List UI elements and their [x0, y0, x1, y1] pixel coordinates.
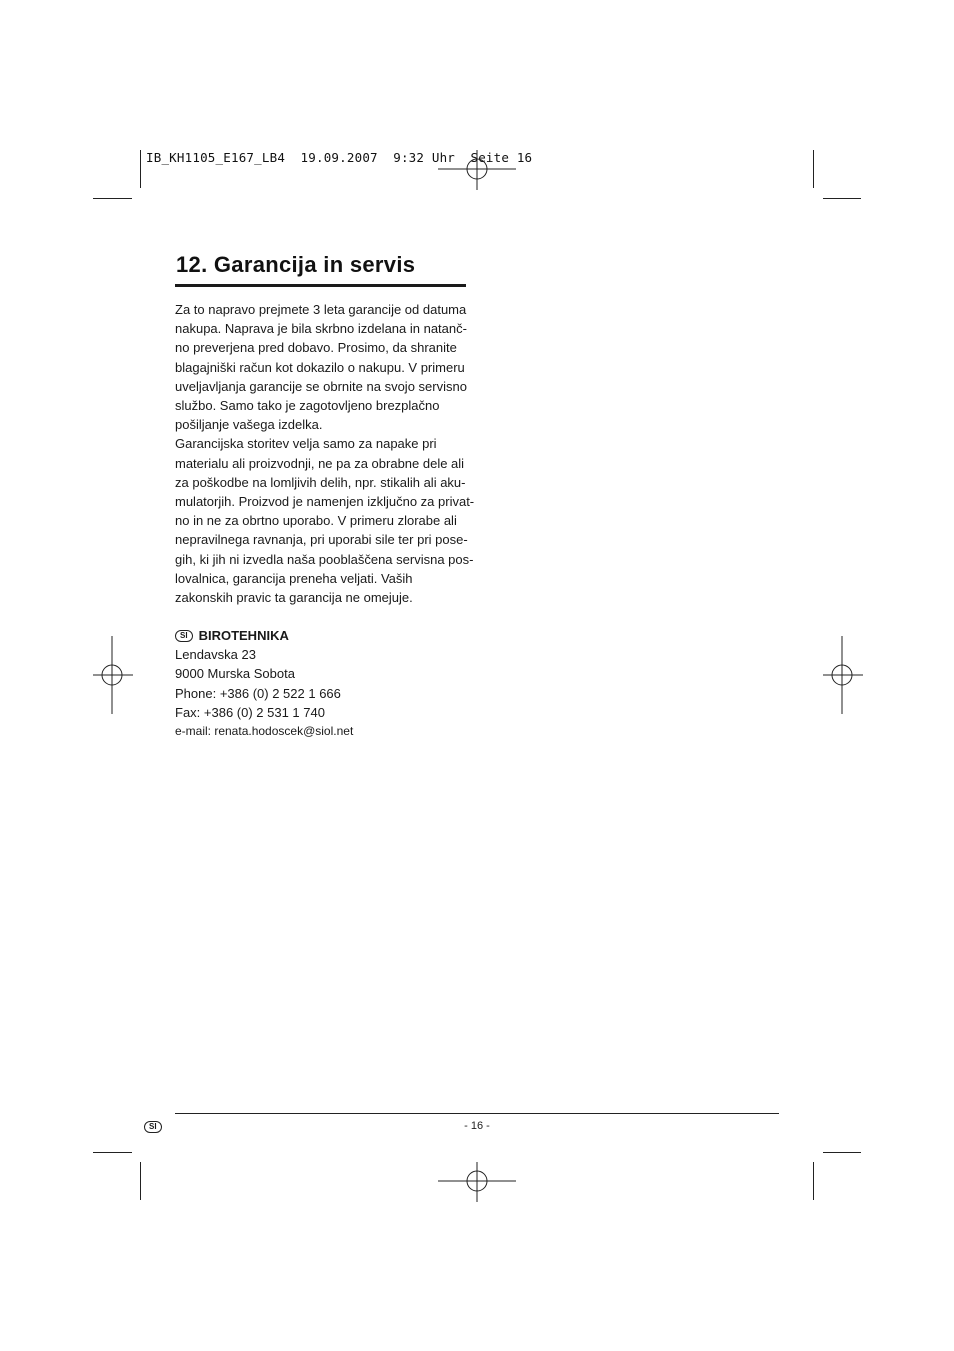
registration-mark-left-icon — [93, 636, 133, 714]
service-city: 9000 Murska Sobota — [175, 666, 295, 682]
crop-mark-top-right-v — [813, 150, 814, 188]
page-number: - 16 - — [464, 1120, 490, 1132]
crop-mark-top-left-v — [140, 150, 141, 188]
service-phone: Phone: +386 (0) 2 522 1 666 — [175, 685, 341, 701]
crop-mark-bottom-left-h — [93, 1152, 132, 1153]
paragraph-line: zakonskih pravic ta garancija ne omejuje. — [175, 590, 413, 606]
registration-mark-bottom-icon — [438, 1162, 516, 1202]
paragraph-line: no preverjena pred dobavo. Prosimo, da shranite — [175, 340, 457, 356]
crop-mark-bottom-left-v — [140, 1162, 141, 1200]
service-address — [175, 626, 475, 741]
paragraph-line: Za to napravo prejmete 3 leta garancije od datuma — [175, 302, 467, 317]
crop-mark-top-left-h — [93, 198, 132, 199]
paragraph-line: pošiljanje vašega izdelka. — [175, 417, 323, 433]
service-email: e-mail: renata.hodoscek@siol.net — [175, 724, 354, 739]
paragraph-line: Garancijska storitev velja samo za napake pri — [175, 436, 437, 452]
footer-rule — [175, 1113, 779, 1114]
paragraph-line: službo. Samo tako je zagotovljeno brezplačno — [175, 398, 440, 414]
paragraph-line: za poškodbe na lomljivih delih, npr. stikalih ali aku- — [175, 474, 466, 490]
paragraph-line: gih, ki jih ni izvedla naša pooblaščena servisna pos- — [175, 551, 474, 567]
crop-mark-top-right-h — [823, 198, 861, 199]
paragraph-line: lovalnica, garancija preneha veljati. Vaših — [175, 570, 413, 586]
paragraph-line: nepravilnega ravnanja, pri uporabi sile ter pri pose- — [175, 532, 468, 548]
paragraph-line: mulatorjih. Proizvod je namenjen izključno za privat- — [175, 494, 475, 510]
paragraph-line: blagajniški račun kot dokazilo o nakupu. V primeru — [175, 359, 465, 375]
warranty-paragraph — [175, 300, 475, 607]
crop-mark-bottom-right-v — [813, 1162, 814, 1200]
country-badge: SI — [175, 630, 193, 642]
paragraph-line: materialu ali proizvodnji, ne pa za obrabne dele ali — [175, 455, 465, 471]
section-title: 12. Garancija in servis — [176, 252, 416, 277]
registration-mark-top-icon — [438, 150, 516, 190]
service-company-line — [175, 626, 475, 645]
paragraph-line: no in ne za obrtno uporabo. V primeru zlorabe ali — [175, 513, 457, 529]
paragraph-line: nakupa. Naprava je bila skrbno izdelana in natanč- — [175, 321, 467, 337]
service-fax: Fax: +386 (0) 2 531 1 740 — [175, 704, 325, 720]
paragraph-line: uveljavljanja garancije se obrnite na svojo servisno — [175, 378, 467, 394]
registration-mark-right-icon — [823, 636, 863, 714]
print-slug: IB_KH1105_E167_LB4 19.09.2007 9:32 Uhr Seite 16 — [146, 150, 533, 165]
footer-country-badge: SI — [144, 1121, 162, 1133]
title-underline — [175, 284, 466, 287]
service-street: Lendavska 23 — [175, 647, 256, 663]
service-company: BIROTEHNIKA — [198, 628, 289, 643]
crop-mark-bottom-right-h — [823, 1152, 861, 1153]
